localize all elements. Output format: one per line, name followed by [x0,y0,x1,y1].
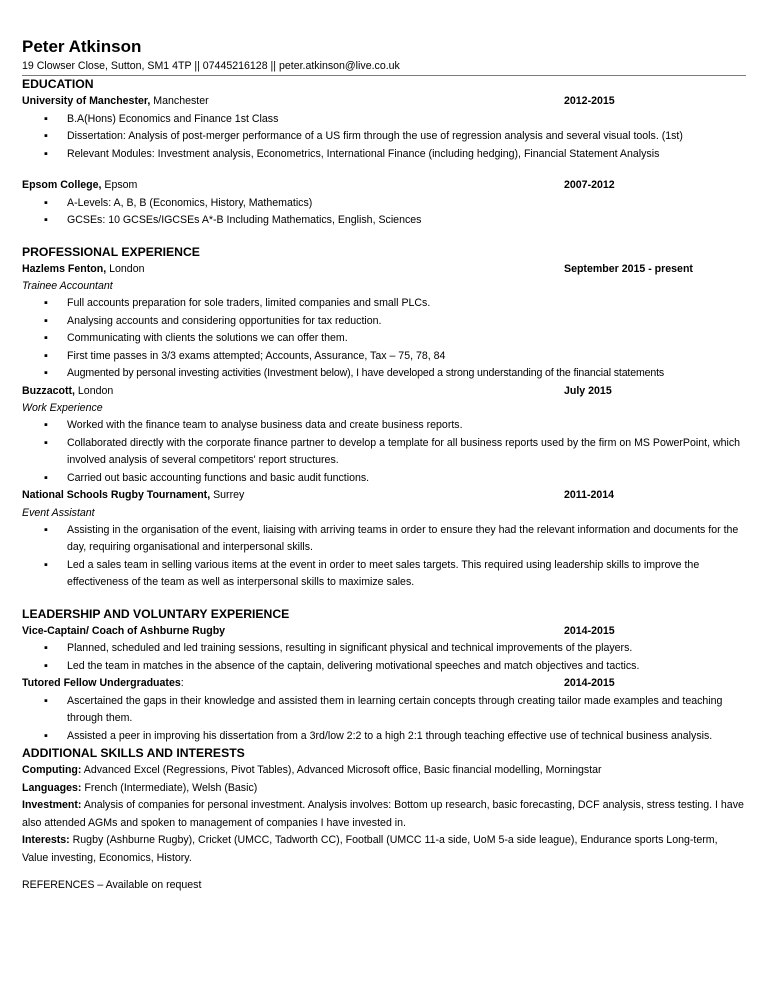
job-date: 2011-2014 [564,489,615,501]
bullet-item: ▪ Planned, scheduled and led training sessions, resulting in significant physical and technical improvements of the players. [22,640,746,658]
skill-label: Computing: [22,764,82,776]
leadership-header [22,623,746,641]
leadership-date: 2014-2015 [564,624,615,637]
experience-heading: PROFESSIONAL EXPERIENCE [22,244,200,259]
leadership-title: Tutored Fellow Undergraduates [22,677,181,689]
education-date: 2007-2012 [564,179,615,191]
education-entry-header [22,177,746,195]
skill-text: Analysis of companies for personal investment. Analysis involves: Bottom up research, basic forecasting, DCF analysis, stress testing. I have also attended AGMs and spoken to management of companies I have invested in. [22,799,744,829]
education-date: 2012-2015 [564,95,615,107]
skill-languages [22,780,746,798]
job-bullets [22,295,746,383]
resume-page [22,36,746,895]
job-header [22,261,746,279]
bullet-item: ▪ Led the team in matches in the absence of the captain, delivering motivational speeches and match objectives and tactics. [22,658,746,676]
bullet-item: ▪ Assisted a peer in improving his dissertation from a 3rd/low 2:2 to a high 2:1 through teaching effective use of technical business analysis. [22,728,746,746]
job-role: Trainee Accountant [22,280,113,292]
employer-name: Hazlems Fenton, [22,262,107,275]
skill-computing [22,762,746,780]
job-bullets [22,522,746,592]
job-date: July 2015 [564,384,612,397]
bullet-item: ▪ Relevant Modules: Investment analysis, Econometrics, International Finance (including hedging), Financial Statement Analysis [22,146,746,164]
references-line: REFERENCES – Available on request [22,879,202,891]
leadership-bullets [22,640,746,675]
education-bullets [22,111,746,164]
leadership-date: 2014-2015 [564,677,615,689]
education-heading: EDUCATION [22,77,94,91]
job-header [22,487,746,505]
bullet-item: ▪ Carried out basic accounting functions and basic audit functions. [22,470,746,488]
skills-heading: ADDITIONAL SKILLS AND INTERESTS [22,746,245,760]
bullet-item: ▪ Ascertained the gaps in their knowledge and assisted them in learning certain concepts through creating tailor made examples and teaching through them. [22,693,746,728]
contact-line: 19 Clowser Close, Sutton, SM1 4TP || 07445216128 || peter.atkinson@live.co.uk [22,59,746,76]
leadership-suffix: : [180,677,184,689]
leadership-header [22,675,746,693]
job-bullets [22,417,746,487]
bullet-item: ▪ Communicating with clients the solutions we can offer them. [22,330,746,348]
job-role: Work Experience [22,402,103,414]
bullet-item: ▪ Collaborated directly with the corporate finance partner to develop a template for all business reports used by the firm on MS PowerPoint, which involved analysis of several competitors' report structures. [22,435,746,470]
bullet-item: ▪ Analysing accounts and considering opportunities for tax reduction. [22,313,746,331]
bullet-item: ▪ A-Levels: A, B, B (Economics, History, Mathematics) [22,195,746,213]
bullet-item: ▪ Assisting in the organisation of the event, liaising with arriving teams in order to ensure they had the relevant information and documents for the day, requiring organisational and interpersonal skills. [22,522,746,557]
skill-text: French (Intermediate), Welsh (Basic) [81,781,258,794]
education-entry-header [22,93,746,111]
employer-name: Buzzacott, [22,384,75,397]
skill-text: Advanced Excel (Regressions, Pivot Tables), Advanced Microsoft office, Basic financial modelling, Morningstar [81,764,602,776]
education-org: University of Manchester, [22,95,151,107]
job-date: September 2015 - present [564,262,693,275]
leadership-heading: LEADERSHIP AND VOLUNTARY EXPERIENCE [22,606,290,621]
employer-location: London [106,262,145,275]
education-org: Epsom College, [22,179,102,191]
bullet-item: ▪ Led a sales team in selling various items at the event in order to meet sales targets. This required using leadership skills to improve the effectiveness of the team as well as interpersonal skills to maximize sales. [22,557,746,592]
education-location: Manchester [150,95,209,107]
bullet-item: ▪ First time passes in 3/3 exams attempted; Accounts, Assurance, Tax – 75, 78, 84 [22,348,746,366]
bullet-item: ▪ B.A(Hons) Economics and Finance 1st Class [22,111,746,129]
leadership-bullets [22,693,746,746]
candidate-name: Peter Atkinson [22,37,142,56]
bullet-item: ▪ Augmented by personal investing activities (Investment below), I have developed a strong understanding of the financial statements [22,365,746,383]
employer-name: National Schools Rugby Tournament, [22,489,211,501]
skill-interests [22,832,746,867]
skill-label: Languages: [22,781,82,794]
job-header [22,383,746,401]
education-location: Epsom [101,179,138,191]
skill-investment [22,797,746,832]
bullet-item: ▪ Worked with the finance team to analyse business data and create business reports. [22,417,746,435]
employer-location: London [74,384,114,397]
leadership-title: Vice-Captain/ Coach of Ashburne Rugby [22,624,226,637]
skill-text: Rugby (Ashburne Rugby), Cricket (UMCC, Tadworth CC), Football (UMCC 11-a side, UoM 5-a side league), Endurance sports Long-term, Value investing, Economics, History. [22,834,718,864]
skill-label: Interests: [22,834,70,846]
education-bullets [22,195,746,230]
bullet-item: ▪ Full accounts preparation for sole traders, limited companies and small PLCs. [22,295,746,313]
employer-location: Surrey [210,489,245,501]
skill-label: Investment: [22,799,82,811]
bullet-item: ▪ Dissertation: Analysis of post-merger performance of a US firm through the use of regression analysis and several visual tools. (1st) [22,128,746,146]
bullet-item: ▪ GCSEs: 10 GCSEs/IGCSEs A*-B Including Mathematics, English, Sciences [22,212,746,230]
job-role: Event Assistant [22,506,95,519]
